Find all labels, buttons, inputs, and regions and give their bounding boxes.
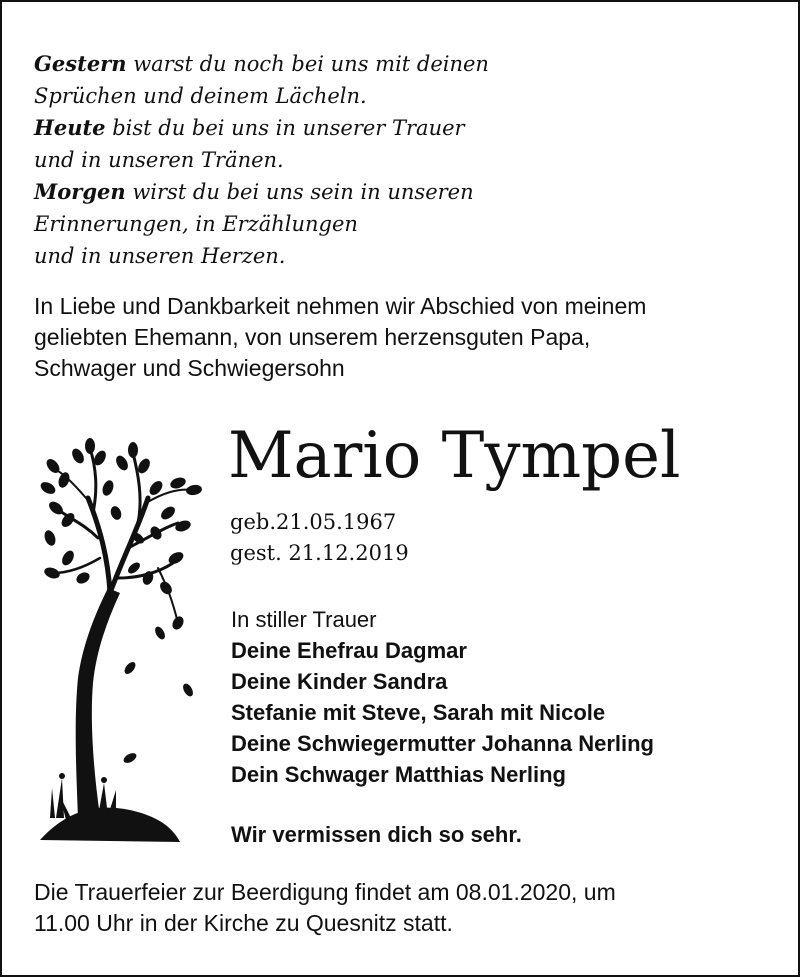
- funeral-line: Die Trauerfeier zur Beerdigung findet am 08.01.2020, um: [34, 879, 616, 905]
- poem-line: [34, 80, 489, 112]
- intro-line: Schwager und Schwiegersohn: [34, 355, 345, 381]
- poem-keyword: Gestern: [34, 51, 127, 76]
- poem-line: [34, 48, 489, 80]
- mourners-heading: In stiller Trauer: [231, 607, 377, 632]
- poem-keyword: Heute: [34, 115, 106, 140]
- mourners-list: [231, 604, 654, 790]
- poem-text: Erinnerungen, in Erzählungen: [34, 212, 358, 236]
- poem-line: [34, 240, 489, 272]
- mourner-line: Stefanie mit Steve, Sarah mit Nicole: [231, 700, 606, 725]
- intro-line: geliebten Ehemann, von unserem herzensguten Papa,: [34, 324, 591, 350]
- poem-text: warst du noch bei uns mit deinen: [126, 52, 489, 76]
- poem-keyword: Morgen: [34, 179, 126, 204]
- deceased-name: Mario Tympel: [228, 419, 681, 493]
- birth-date: geb.21.05.1967: [230, 510, 397, 534]
- poem-text: und in unseren Tränen.: [34, 148, 284, 172]
- poem-text: bist du bei uns in unserer Trauer: [105, 116, 465, 140]
- tree-with-falling-leaves-icon: [38, 428, 228, 848]
- mourner-line: Deine Kinder Sandra: [231, 669, 448, 694]
- poem-line: [34, 176, 489, 208]
- closing-line: Wir vermissen dich so sehr.: [231, 822, 522, 847]
- death-date: gest. 21.12.2019: [230, 541, 409, 565]
- mourner-line: Deine Ehefrau Dagmar: [231, 638, 467, 663]
- intro-text: [34, 291, 774, 384]
- intro-line: In Liebe und Dankbarkeit nehmen wir Abschied von meinem: [34, 293, 647, 319]
- poem-line: [34, 112, 489, 144]
- funeral-notice: [34, 877, 774, 939]
- funeral-line: 11.00 Uhr in der Kirche zu Quesnitz statt.: [34, 910, 453, 936]
- poem-line: [34, 208, 489, 240]
- poem-line: [34, 144, 489, 176]
- poem-text: und in unseren Herzen.: [34, 244, 286, 268]
- poem-text: wirst du bei uns sein in unseren: [125, 180, 474, 204]
- mourner-line: Dein Schwager Matthias Nerling: [231, 762, 566, 787]
- life-dates: [230, 507, 409, 569]
- mourner-line: Deine Schwiegermutter Johanna Nerling: [231, 731, 654, 756]
- poem-text: Sprüchen und deinem Lächeln.: [34, 84, 367, 108]
- poem: [34, 48, 489, 272]
